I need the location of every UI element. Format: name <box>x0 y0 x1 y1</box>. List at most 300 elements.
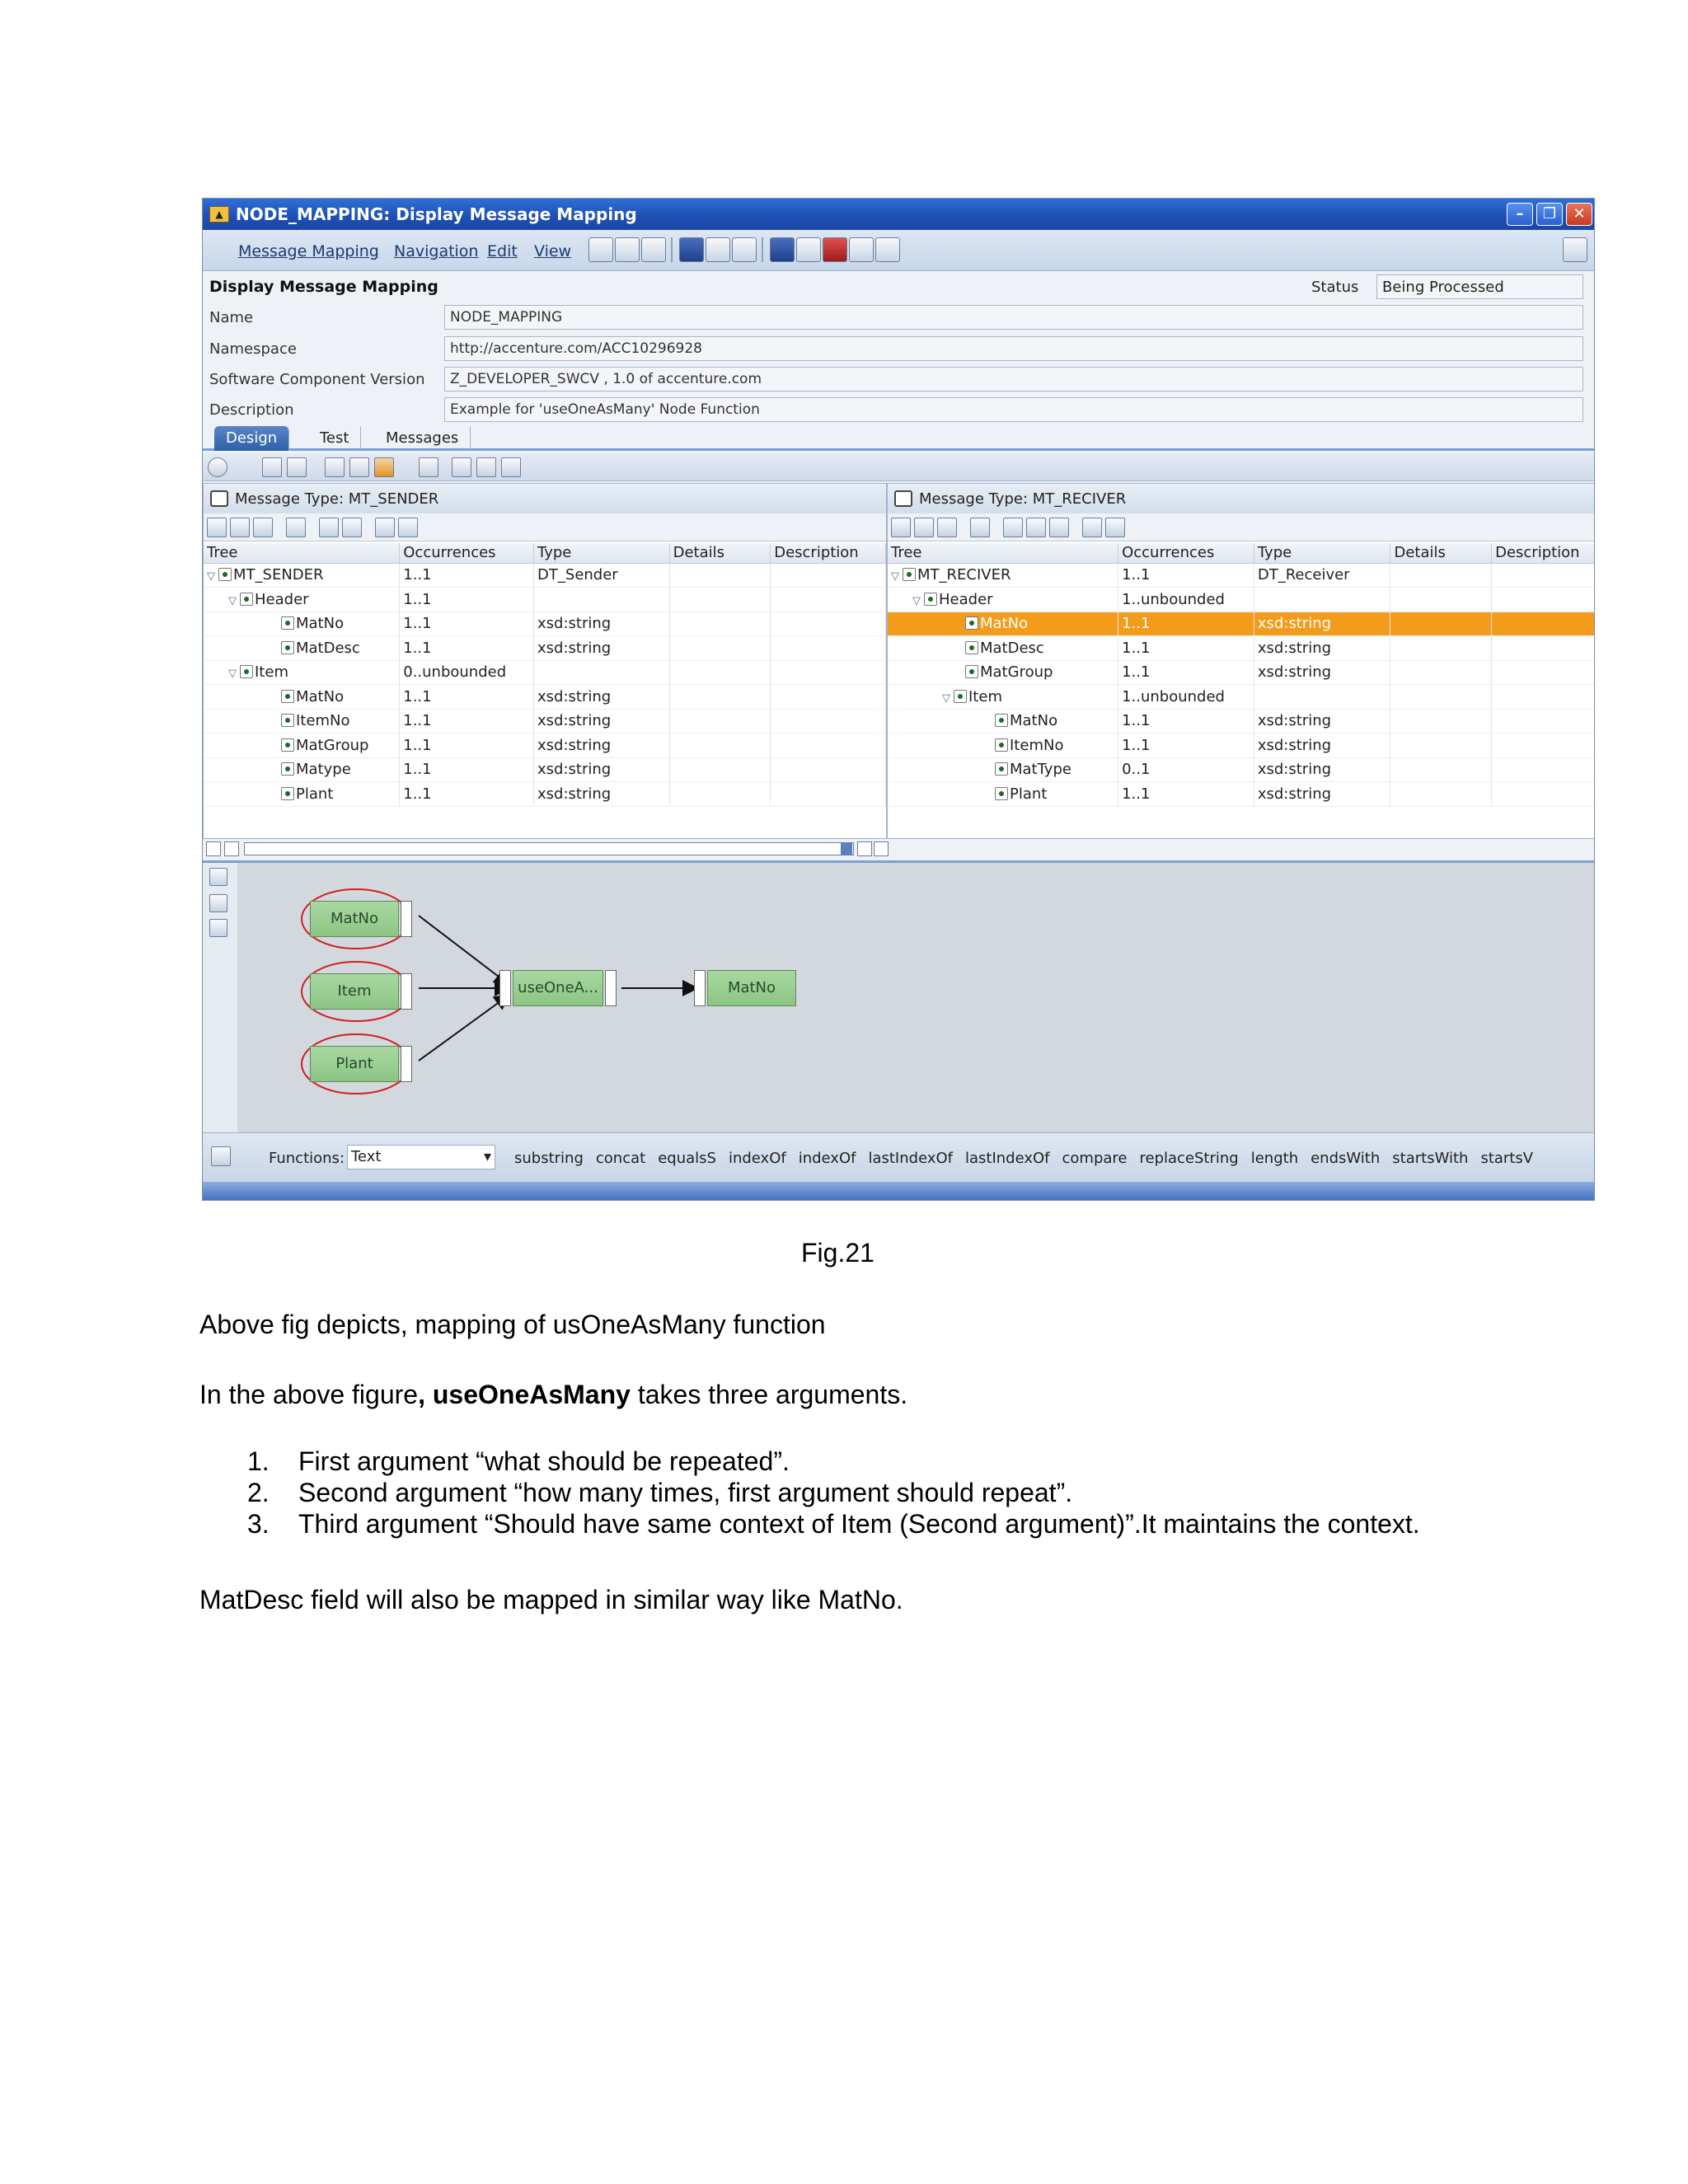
menu-navigation[interactable]: Navigation <box>394 242 479 260</box>
node-name: Item <box>968 687 1002 705</box>
back-arrow-icon[interactable] <box>770 237 795 262</box>
node-name: MatGroup <box>296 736 369 754</box>
description-cell <box>771 685 886 710</box>
occurrences-cell: 1..1 <box>400 685 534 710</box>
hierarchy-icon[interactable] <box>732 237 757 262</box>
type-cell: xsd:string <box>534 612 670 636</box>
function-item[interactable]: equalsS <box>658 1150 716 1167</box>
expand-icon[interactable] <box>319 518 339 537</box>
tree-node-cell[interactable] <box>204 685 400 710</box>
list-text: First argument “what should be repeated”. <box>298 1446 790 1476</box>
mapping-header <box>203 271 1594 421</box>
function-item[interactable]: lastIndexOf <box>964 1150 1050 1167</box>
occurrences-cell: 0..unbounded <box>400 660 534 685</box>
paragraph-2-start: In the above figure <box>199 1380 419 1409</box>
table-view-icon[interactable] <box>914 518 934 537</box>
node-name: Matype <box>296 761 351 779</box>
export-icon[interactable] <box>398 518 418 537</box>
node-name: MatNo <box>296 687 345 705</box>
type-cell: DT_Receiver <box>1254 563 1390 588</box>
tree-row[interactable] <box>888 588 1595 612</box>
graph-target-matno[interactable]: MatNo <box>707 970 796 1006</box>
node-icon <box>281 641 294 654</box>
scroll-track[interactable] <box>244 842 854 855</box>
save-icon[interactable] <box>615 237 640 262</box>
column-header-occurrences[interactable]: Occurrences <box>400 543 534 563</box>
list-text: Second argument “how many times, first argument should repeat”. <box>298 1478 1073 1507</box>
message-mapping-window <box>202 198 1595 1201</box>
graph-function-useoneasmany[interactable]: useOneA... <box>513 970 603 1006</box>
occurrences-cell: 1..1 <box>1118 733 1254 758</box>
occurrences-cell: 1..1 <box>1118 709 1254 733</box>
node-icon <box>281 690 294 703</box>
node-icon <box>954 690 967 703</box>
details-cell <box>669 757 771 782</box>
node-name: MatType <box>1010 761 1071 779</box>
expand-toggle-icon[interactable]: ▽ <box>228 668 237 681</box>
source-port[interactable] <box>401 1046 412 1082</box>
target-port[interactable] <box>694 970 706 1006</box>
tree-node-cell[interactable] <box>888 612 1118 636</box>
filter-icon[interactable] <box>286 518 306 537</box>
scroll-left-icon[interactable] <box>206 841 221 856</box>
design-toolbar <box>203 453 1594 481</box>
node-icon <box>965 665 978 678</box>
column-header-details[interactable]: Details <box>1390 543 1492 563</box>
type-cell <box>1254 588 1390 612</box>
list-text: Third argument “Should have same context of Item (Second argument)”.It maintains the context. <box>298 1509 1420 1539</box>
node-icon <box>995 714 1008 727</box>
link-icon[interactable] <box>937 518 957 537</box>
functions-bar <box>203 1132 1594 1182</box>
paragraph-2-end: takes three arguments. <box>630 1380 908 1409</box>
node-name: MatGroup <box>980 663 1053 682</box>
edge-plant-to-function <box>419 995 509 1061</box>
forward-arrow-icon[interactable] <box>796 237 821 262</box>
tree-node-cell[interactable] <box>888 660 1118 685</box>
copy-icon[interactable] <box>641 237 666 262</box>
column-header-type[interactable]: Type <box>534 543 670 563</box>
type-cell: xsd:string <box>534 782 670 807</box>
function-category-select[interactable] <box>347 1145 495 1169</box>
node-name: ItemNo <box>1010 736 1064 754</box>
type-cell: xsd:string <box>534 636 670 661</box>
window-title: NODE_MAPPING: Display Message Mapping <box>236 204 637 224</box>
type-cell: xsd:string <box>1254 757 1390 782</box>
edge-matno-to-function <box>419 916 509 985</box>
document-icon[interactable] <box>349 457 369 477</box>
details-cell <box>669 563 771 588</box>
filter-icon[interactable] <box>970 518 990 537</box>
menu-message-mapping[interactable]: Message Mapping <box>238 242 379 260</box>
link-icon[interactable] <box>253 518 273 537</box>
type-cell: xsd:string <box>1254 612 1390 636</box>
description-label: Description <box>209 401 294 419</box>
description-cell <box>1492 588 1595 612</box>
details-cell <box>669 782 771 807</box>
node-icon <box>281 738 294 752</box>
details-cell <box>669 636 771 661</box>
description-cell <box>1492 757 1595 782</box>
grid-dropdown-icon[interactable] <box>419 457 438 477</box>
name-field[interactable]: NODE_MAPPING <box>444 305 1583 330</box>
message-type-icon <box>894 490 912 507</box>
tree-row[interactable] <box>888 733 1595 758</box>
description-field[interactable]: Example for 'useOneAsMany' Node Function <box>444 397 1583 422</box>
occurrences-cell: 1..1 <box>1118 660 1254 685</box>
target-pane-toolbar <box>888 513 1595 541</box>
occurrences-cell: 1..1 <box>400 733 534 758</box>
swcv-label: Software Component Version <box>209 371 425 388</box>
tree-node-cell[interactable] <box>888 757 1118 782</box>
status-label: Status <box>1311 279 1359 296</box>
collapse-icon[interactable] <box>1026 518 1046 537</box>
node-name: MT_RECIVER <box>917 566 1011 584</box>
tree-node-cell[interactable] <box>204 563 400 588</box>
type-cell <box>1254 685 1390 710</box>
target-message-type: Message Type: MT_RECIVER <box>919 490 1127 508</box>
details-cell <box>669 588 771 612</box>
type-cell: DT_Sender <box>534 563 670 588</box>
delete-icon[interactable] <box>287 457 307 477</box>
binoculars-icon[interactable] <box>1082 518 1102 537</box>
expand-toggle-icon[interactable]: ▽ <box>207 570 215 583</box>
tree-row[interactable] <box>888 612 1595 636</box>
bottom-border <box>203 1182 1594 1201</box>
tree-node-cell[interactable] <box>204 588 400 612</box>
type-cell: xsd:string <box>1254 782 1390 807</box>
function-item[interactable]: endsWith <box>1311 1150 1381 1167</box>
node-icon <box>281 714 294 727</box>
type-cell: xsd:string <box>534 685 670 710</box>
scroll-right-icon[interactable] <box>874 841 889 856</box>
type-cell <box>534 588 670 612</box>
node-icon <box>965 616 978 630</box>
details-cell <box>1390 685 1492 710</box>
tree-node-cell[interactable] <box>888 782 1118 807</box>
node-icon <box>995 738 1008 752</box>
table-icon[interactable] <box>374 457 394 477</box>
description-cell <box>1492 660 1595 685</box>
tree-node-cell[interactable] <box>204 709 400 733</box>
functions-label: Functions: <box>269 1150 345 1167</box>
source-structure-pane <box>203 483 887 839</box>
message-type-icon <box>210 490 228 507</box>
expand-toggle-icon[interactable]: ▽ <box>912 594 921 607</box>
type-cell: xsd:string <box>1254 660 1390 685</box>
node-name: MatDesc <box>296 639 360 657</box>
type-cell: xsd:string <box>1254 636 1390 661</box>
node-icon <box>240 593 253 606</box>
restore-button[interactable]: ❐ <box>1536 203 1563 226</box>
menu-edit[interactable]: Edit <box>487 242 518 260</box>
tree-node-cell[interactable] <box>204 612 400 636</box>
status-field: Being Processed <box>1376 274 1583 299</box>
details-cell <box>669 612 771 636</box>
description-cell <box>771 636 886 661</box>
refresh-icon[interactable] <box>875 237 900 262</box>
occurrences-cell: 1..1 <box>400 612 534 636</box>
swcv-field[interactable]: Z_DEVELOPER_SWCV , 1.0 of accenture.com <box>444 367 1583 391</box>
details-cell <box>1390 612 1492 636</box>
tree-row[interactable] <box>204 709 886 733</box>
horizontal-scrollbar[interactable] <box>203 840 887 858</box>
node-icon <box>995 762 1008 776</box>
column-header-occurrences[interactable]: Occurrences <box>1118 543 1254 563</box>
tree-node-cell[interactable] <box>204 782 400 807</box>
node-icon <box>995 787 1008 800</box>
type-cell: xsd:string <box>534 757 670 782</box>
binoculars-icon[interactable] <box>375 518 395 537</box>
type-cell: xsd:string <box>534 709 670 733</box>
tree-row[interactable] <box>204 685 886 710</box>
menu-bar <box>203 230 1594 271</box>
minimize-button[interactable]: – <box>1507 203 1533 226</box>
function-item[interactable]: compare <box>1062 1150 1128 1167</box>
function-item[interactable]: lastIndexOf <box>868 1150 953 1167</box>
occurrences-cell: 1..unbounded <box>1118 685 1254 710</box>
menu-view[interactable]: View <box>534 242 572 260</box>
target-structure-pane <box>887 483 1595 839</box>
description-cell <box>771 563 886 588</box>
tree-row[interactable] <box>204 757 886 782</box>
tree-node-cell[interactable] <box>204 636 400 661</box>
occurrences-cell: 1..1 <box>1118 636 1254 661</box>
node-name: MatNo <box>1010 712 1058 730</box>
tree-row[interactable] <box>204 782 886 807</box>
table-view-icon[interactable] <box>230 518 250 537</box>
occurrences-cell: 1..1 <box>1118 563 1254 588</box>
description-cell <box>771 660 886 685</box>
expand-toggle-icon[interactable]: ▽ <box>228 594 237 607</box>
source-pane-header <box>204 484 886 513</box>
function-input-port[interactable] <box>499 970 511 1006</box>
function-item[interactable]: startsV <box>1480 1150 1534 1167</box>
node-name: ItemNo <box>296 712 350 730</box>
description-cell <box>1492 782 1595 807</box>
info-icon[interactable] <box>679 237 704 262</box>
namespace-field[interactable]: http://accenture.com/ACC10296928 <box>444 336 1583 361</box>
tree-node-cell[interactable] <box>888 709 1118 733</box>
tree-row[interactable] <box>888 709 1595 733</box>
details-cell <box>1390 709 1492 733</box>
node-icon <box>924 593 937 606</box>
node-name: Header <box>939 590 993 608</box>
tree-node-cell[interactable] <box>888 636 1118 661</box>
node-icon <box>903 568 916 581</box>
source-port[interactable] <box>401 901 412 937</box>
tree-icon[interactable] <box>891 518 911 537</box>
details-cell <box>1390 782 1492 807</box>
column-header-description[interactable]: Description <box>771 543 886 563</box>
expand-toggle-icon[interactable]: ▽ <box>942 691 950 705</box>
column-header-type[interactable]: Type <box>1254 543 1390 563</box>
details-cell <box>1390 733 1492 758</box>
edit-pencil-icon[interactable] <box>588 237 613 262</box>
graph-source-item[interactable]: Item <box>310 973 399 1010</box>
description-cell <box>771 612 886 636</box>
scroll-right-icon[interactable] <box>224 841 239 856</box>
description-cell <box>771 782 886 807</box>
close-button[interactable]: ✕ <box>1566 203 1592 226</box>
function-output-port[interactable] <box>605 970 617 1006</box>
description-cell <box>771 733 886 758</box>
document-icon[interactable] <box>211 1146 231 1166</box>
details-cell <box>669 660 771 685</box>
tree-node-cell[interactable] <box>888 733 1118 758</box>
column-header-tree[interactable]: Tree <box>888 543 1118 563</box>
function-item[interactable]: indexOf <box>728 1150 786 1167</box>
type-cell: xsd:string <box>1254 709 1390 733</box>
tab-messages[interactable]: Messages <box>374 426 471 451</box>
tree-icon[interactable] <box>207 518 227 537</box>
function-item[interactable]: concat <box>595 1150 646 1167</box>
tree-row[interactable] <box>204 660 886 685</box>
graph-source-matno[interactable]: MatNo <box>310 901 399 937</box>
tab-design[interactable]: Design <box>214 426 289 451</box>
details-cell <box>669 733 771 758</box>
scroll-left-icon[interactable] <box>857 841 872 856</box>
record-icon[interactable] <box>325 457 345 477</box>
column-header-description[interactable]: Description <box>1492 543 1595 563</box>
type-cell <box>534 660 670 685</box>
function-item[interactable]: length <box>1250 1150 1299 1167</box>
tree-row[interactable] <box>888 757 1595 782</box>
occurrences-cell: 0..1 <box>1118 757 1254 782</box>
occurrences-cell: 1..1 <box>400 709 534 733</box>
collapse-icon[interactable] <box>342 518 362 537</box>
node-icon <box>240 665 253 678</box>
node-icon <box>281 616 294 630</box>
occurrences-cell: 1..1 <box>400 757 534 782</box>
toolbar-separator <box>762 237 763 262</box>
diamond-icon[interactable] <box>452 457 471 477</box>
function-list <box>514 1150 1545 1167</box>
pin-icon[interactable] <box>1563 237 1587 262</box>
occurrences-cell: 1..1 <box>400 636 534 661</box>
source-message-type: Message Type: MT_SENDER <box>235 490 439 508</box>
node-name: MatNo <box>980 615 1029 633</box>
tree-row[interactable] <box>204 563 886 588</box>
type-cell: xsd:string <box>534 733 670 758</box>
tree-row[interactable] <box>204 588 886 612</box>
source-pane-toolbar <box>204 513 886 541</box>
details-cell <box>1390 636 1492 661</box>
description-cell <box>771 709 886 733</box>
tab-test[interactable]: Test <box>308 426 361 451</box>
tree-node-cell[interactable] <box>888 685 1118 710</box>
details-cell <box>669 685 771 710</box>
tree-row[interactable] <box>888 685 1595 710</box>
column-header-tree[interactable]: Tree <box>204 543 400 563</box>
history-icon[interactable] <box>823 237 847 262</box>
tree-row[interactable] <box>888 563 1595 588</box>
description-cell <box>771 588 886 612</box>
description-cell <box>1492 612 1595 636</box>
function-item[interactable]: startsWith <box>1392 1150 1469 1167</box>
mapping-canvas[interactable] <box>203 860 1594 1132</box>
tree-node-cell[interactable] <box>888 563 1118 588</box>
tree-node-cell[interactable] <box>888 588 1118 612</box>
node-icon <box>281 762 294 776</box>
document-icon[interactable] <box>1049 518 1069 537</box>
node-name: Plant <box>1010 785 1048 803</box>
target-tree-table <box>888 543 1595 807</box>
toolbar-separator <box>671 237 673 262</box>
export-icon[interactable] <box>1105 518 1125 537</box>
occurrences-cell: 1..1 <box>400 563 534 588</box>
book-icon[interactable] <box>849 237 874 262</box>
columns-icon[interactable] <box>262 457 282 477</box>
dropdown-icon[interactable]: ▾ <box>483 1148 491 1165</box>
details-cell <box>1390 563 1492 588</box>
expand-icon[interactable] <box>1003 518 1023 537</box>
function-item[interactable]: substring <box>514 1150 584 1167</box>
tree-row[interactable] <box>888 782 1595 807</box>
node-name: MT_SENDER <box>233 566 324 584</box>
function-item[interactable]: indexOf <box>798 1150 856 1167</box>
node-name: MatDesc <box>980 639 1044 657</box>
tree-row[interactable] <box>888 660 1595 685</box>
figure-caption: Fig.21 <box>801 1238 874 1268</box>
details-cell <box>669 709 771 733</box>
tree-row[interactable] <box>204 612 886 636</box>
list-number: 2. <box>247 1478 270 1507</box>
occurrences-cell: 1..1 <box>1118 782 1254 807</box>
tree-node-cell[interactable] <box>204 733 400 758</box>
column-header-details[interactable]: Details <box>669 543 771 563</box>
tree-node-cell[interactable] <box>204 757 400 782</box>
description-cell <box>771 757 886 782</box>
description-cell <box>1492 563 1595 588</box>
type-cell: xsd:string <box>1254 733 1390 758</box>
gear-icon[interactable] <box>208 457 227 477</box>
graph-source-plant[interactable]: Plant <box>310 1046 399 1082</box>
details-cell <box>1390 660 1492 685</box>
paragraph-2-bold: , useOneAsMany <box>418 1380 631 1409</box>
node-name: Header <box>255 590 309 608</box>
function-item[interactable]: replaceString <box>1139 1150 1239 1167</box>
namespace-label: Namespace <box>209 340 297 358</box>
description-cell <box>1492 685 1595 710</box>
check-icon[interactable] <box>706 237 730 262</box>
list-number: 1. <box>247 1446 270 1476</box>
occurrences-cell: 1..unbounded <box>1118 588 1254 612</box>
layout-icon[interactable] <box>501 457 521 477</box>
paragraph-2 <box>199 1380 907 1410</box>
source-port[interactable] <box>401 973 412 1010</box>
paragraph-3: MatDesc field will also be mapped in similar way like MatNo. <box>199 1585 903 1615</box>
scroll-thumb[interactable] <box>841 842 852 855</box>
node-name: Item <box>255 663 288 682</box>
list-number: 3. <box>247 1509 270 1539</box>
tree-row[interactable] <box>204 733 886 758</box>
app-icon: ▲ <box>209 206 229 223</box>
node-icon <box>281 787 294 800</box>
tree-node-cell[interactable] <box>204 660 400 685</box>
windows-icon[interactable] <box>476 457 496 477</box>
expand-toggle-icon[interactable]: ▽ <box>891 570 899 583</box>
title-bar <box>203 199 1594 230</box>
occurrences-cell: 1..1 <box>400 782 534 807</box>
occurrences-cell: 1..1 <box>1118 612 1254 636</box>
description-cell <box>1492 733 1595 758</box>
tree-row[interactable] <box>204 636 886 661</box>
function-category-value: Text <box>351 1148 382 1165</box>
node-icon <box>965 641 978 654</box>
tree-row[interactable] <box>888 636 1595 661</box>
description-cell <box>1492 636 1595 661</box>
